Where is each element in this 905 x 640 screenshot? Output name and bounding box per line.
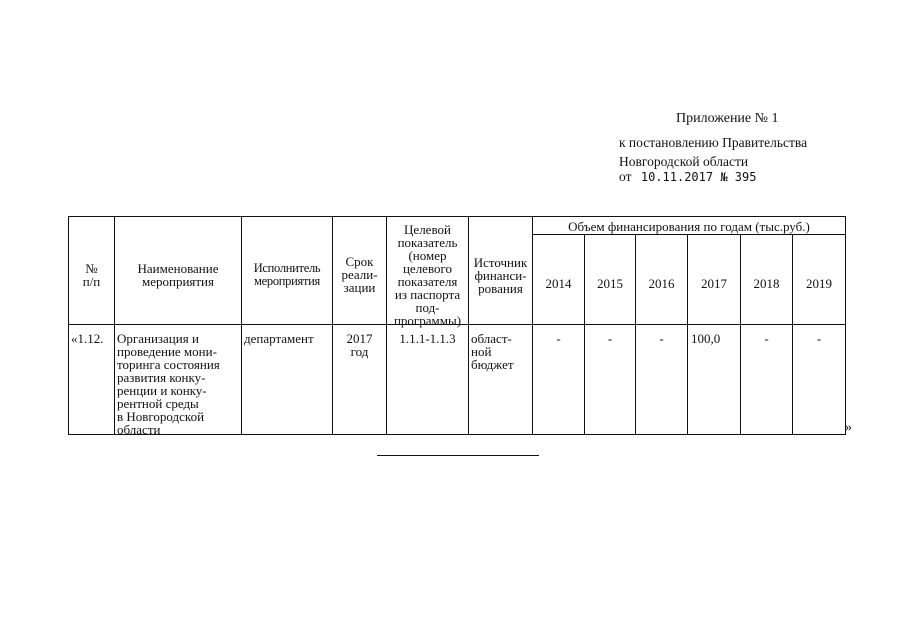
separator-rule bbox=[377, 455, 539, 456]
table-border-right bbox=[845, 216, 846, 435]
row-number: «1.12. bbox=[71, 331, 104, 346]
decree-date bbox=[619, 169, 756, 185]
row-executor: департамент bbox=[244, 331, 314, 346]
header-year-2019: 2019 bbox=[806, 276, 832, 291]
row-value-2016: - bbox=[659, 331, 664, 346]
row-target-indicator: 1.1.1-1.1.3 bbox=[399, 331, 456, 346]
header-year-2014: 2014 bbox=[545, 276, 572, 291]
header-activity-name: Наименование мероприятия bbox=[137, 261, 219, 289]
funding-table bbox=[68, 216, 846, 435]
funding-header-divider bbox=[532, 234, 846, 235]
row-value-2017: 100,0 bbox=[691, 331, 721, 346]
decree-reference-line-2: Новгородской области bbox=[619, 154, 749, 169]
header-target-indicator: Целевой показатель (номер целевого показателя из паспорта под- программы) bbox=[393, 222, 462, 328]
date-prefix: от bbox=[619, 169, 632, 184]
date-number: 10.11.2017 № 395 bbox=[640, 170, 757, 184]
col-divider bbox=[114, 216, 115, 435]
row-value-2015: - bbox=[607, 331, 613, 346]
table-border-top bbox=[68, 216, 846, 217]
col-divider bbox=[241, 216, 242, 435]
header-executor: Исполнитель мероприятия bbox=[253, 261, 321, 288]
row-activity-name: Организация и проведение мони- торинга состояния развития конку- ренции и конку- рентной среды в Новгородской области bbox=[117, 331, 220, 437]
closing-quote: » bbox=[845, 420, 852, 435]
header-number: № п/п bbox=[82, 261, 101, 289]
col-divider bbox=[332, 216, 333, 435]
col-divider bbox=[468, 216, 469, 435]
header-year-2017: 2017 bbox=[701, 276, 727, 291]
header-funding-volume: Объем финансирования по годам (тыс.руб.) bbox=[568, 219, 810, 234]
header-funding-source: Источник финанси- рования bbox=[473, 255, 528, 296]
row-value-2018: - bbox=[764, 331, 769, 346]
header-term: Срок реали- зации bbox=[341, 254, 378, 295]
header-year-2018: 2018 bbox=[753, 276, 780, 291]
appendix-title: Приложение № 1 bbox=[676, 111, 779, 126]
table-border-left bbox=[68, 216, 69, 435]
row-term: 2017 год bbox=[346, 331, 373, 359]
row-value-2014: - bbox=[556, 331, 561, 346]
header-year-2015: 2015 bbox=[597, 276, 623, 291]
row-funding-source: област- ной бюджет bbox=[471, 331, 514, 372]
header-year-2016: 2016 bbox=[648, 276, 675, 291]
col-divider bbox=[687, 234, 688, 434]
decree-reference bbox=[619, 133, 807, 171]
row-value-2019: - bbox=[816, 331, 822, 346]
decree-reference-line-1: к постановлению Правительства bbox=[619, 135, 808, 150]
col-divider bbox=[532, 216, 533, 435]
